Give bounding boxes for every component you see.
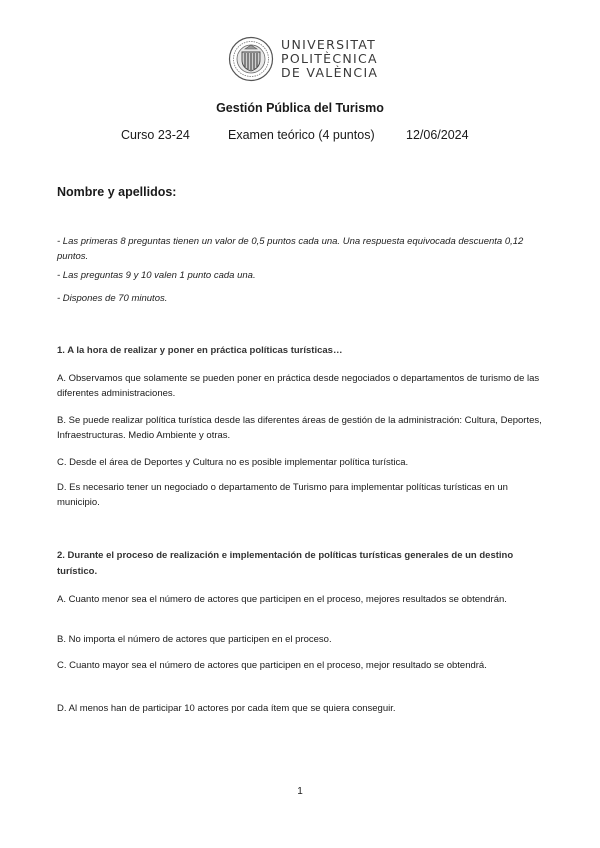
question-2-option-a: A. Cuanto menor sea el número de actores que participen en el proceso, mejores resultados se obtendrán. — [57, 594, 507, 605]
question-2-option-d: D. Al menos han de participar 10 actores por cada ítem que se quiera conseguir. — [57, 703, 396, 714]
university-name — [281, 38, 378, 80]
page-number: 1 — [297, 786, 303, 797]
document-title: Gestión Pública del Turismo — [216, 101, 384, 115]
question-1-option-a: A. Observamos que solamente se pueden poner en práctica desde negociados o departamentos de turismo de las diferentes administraciones. — [57, 373, 540, 399]
logo-line-1: UNIVERSITAT — [281, 37, 377, 52]
logo-line-3: DE VALÈNCIA — [281, 65, 379, 80]
exam-label: Examen teórico (4 puntos) — [228, 128, 375, 142]
exam-date: 12/06/2024 — [406, 128, 469, 142]
university-logo — [228, 36, 380, 86]
instruction-1: - Las primeras 8 preguntas tienen un valor de 0,5 puntos cada una. Una respuesta equivocada descuenta 0,12 puntos. — [57, 236, 524, 262]
university-seal-icon — [228, 36, 274, 82]
question-1-option-c: C. Desde el área de Deportes y Cultura no es posible implementar política turística. — [57, 457, 409, 468]
logo-line-2: POLITÈCNICA — [281, 51, 378, 66]
question-2-option-c: C. Cuanto mayor sea el número de actores que participen en el proceso, mejor resultado se obtendrá. — [57, 660, 487, 671]
question-1-option-d: D. Es necesario tener un negociado o departamento de Turismo para implementar políticas turísticas en un municipio. — [57, 482, 508, 508]
question-1-option-b: B. Se puede realizar política turística desde las diferentes áreas de gestión de la administración: Cultura, Deportes, Infraestructuras. Medio Ambiente y otras. — [57, 415, 542, 441]
question-2: 2. Durante el proceso de realización e implementación de políticas turísticas generales de un destino turístico. — [57, 550, 514, 577]
instruction-2: - Las preguntas 9 y 10 valen 1 punto cada una. — [57, 270, 256, 281]
question-2-option-b: B. No importa el número de actores que participen en el proceso. — [57, 634, 332, 645]
name-field-label: Nombre y apellidos: — [57, 185, 177, 199]
instruction-3: - Dispones de 70 minutos. — [57, 293, 168, 304]
question-1: 1. A la hora de realizar y poner en práctica políticas turísticas… — [57, 345, 343, 356]
course-label: Curso 23-24 — [121, 128, 190, 142]
